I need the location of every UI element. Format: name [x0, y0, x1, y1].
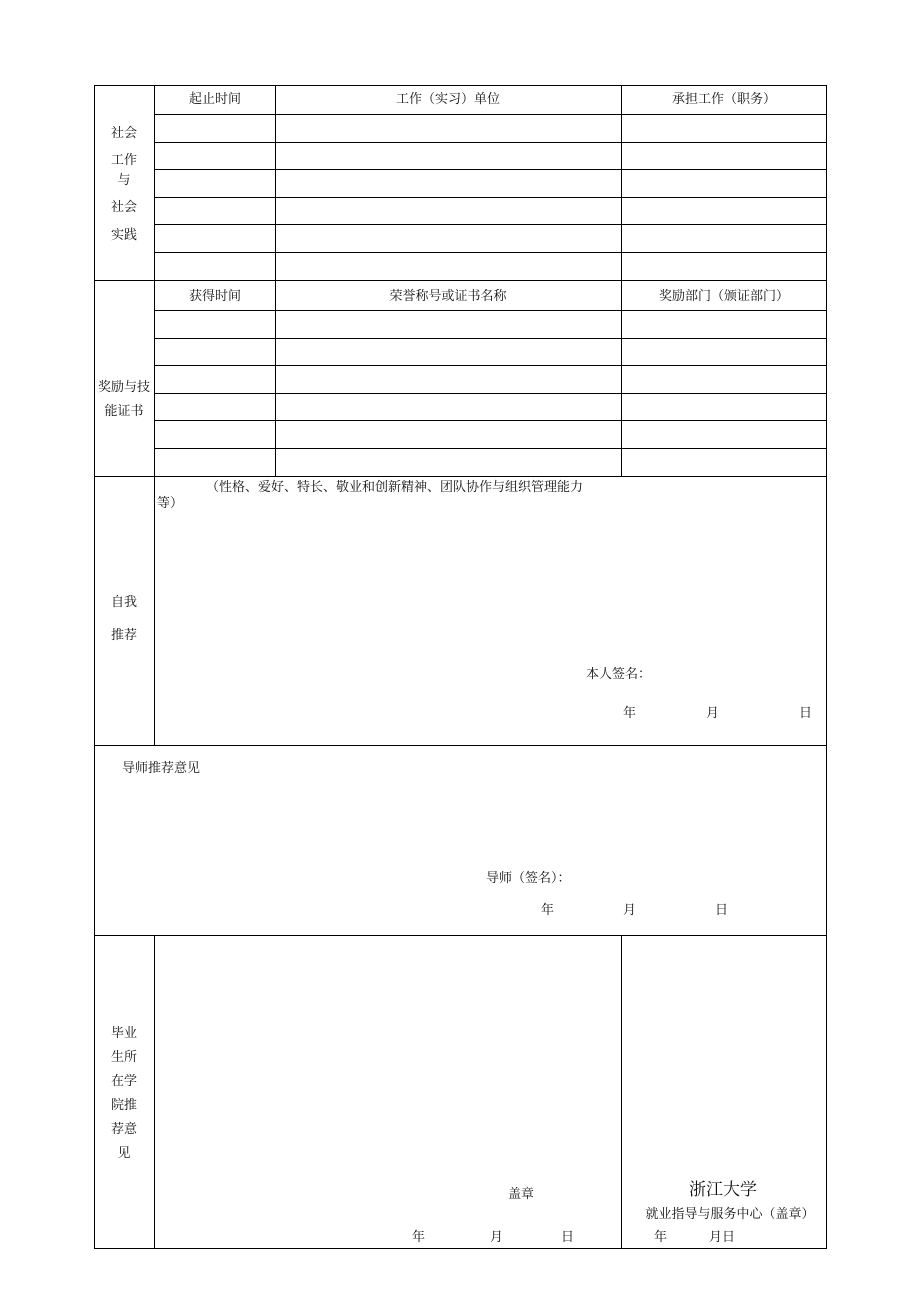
self-recommendation-label: 自我 — [110, 595, 138, 610]
section-divider — [94, 935, 827, 936]
tutor-recommendation-title: 导师推荐意见 — [122, 761, 201, 776]
career-center-stamp-label: 就业指导与服务中心（盖章） — [645, 1207, 815, 1222]
social-practice-label: 社会 — [110, 200, 138, 215]
tutor-date-day: 日 — [715, 903, 729, 918]
column-header-employer: 工作（实习）单位 — [395, 92, 501, 107]
social-practice-label: 与 — [117, 173, 131, 188]
college-date-day: 日 — [561, 1230, 575, 1245]
self-date-month: 月 — [706, 706, 720, 721]
column-header-award-date: 获得时间 — [188, 289, 242, 304]
label-column-divider — [154, 85, 155, 746]
college-date-year: 年 — [412, 1230, 426, 1245]
social-practice-label: 实践 — [110, 228, 138, 243]
table-right-border — [826, 85, 827, 1249]
section-divider — [94, 745, 827, 746]
social-practice-label: 社会 — [110, 126, 138, 141]
self-signature-label: 本人签名： — [586, 667, 652, 682]
row-divider — [154, 338, 827, 339]
college-recommendation-label: 院推 — [110, 1098, 138, 1113]
column-header-period: 起止时间 — [188, 92, 242, 107]
stamp-column-divider — [621, 935, 622, 1249]
section-divider — [94, 280, 827, 281]
row-divider — [154, 252, 827, 253]
row-divider — [154, 393, 827, 394]
social-practice-label: 工作 — [110, 153, 138, 168]
university-name: 浙江大学 — [689, 1180, 757, 1200]
center-date-monthday: 月日 — [709, 1230, 736, 1245]
row-divider — [154, 420, 827, 421]
table-top-border — [94, 85, 827, 86]
self-date-day: 日 — [799, 706, 813, 721]
college-recommendation-label: 荐意 — [110, 1122, 138, 1137]
self-recommendation-hint: （性格、爱好、特长、敬业和创新精神、团队协作与组织管理能力 — [206, 480, 584, 495]
self-recommendation-label: 推荐 — [110, 628, 138, 643]
self-recommendation-hint: 等） — [157, 496, 184, 511]
college-stamp-label: 盖章 — [508, 1187, 535, 1202]
section-divider — [94, 476, 827, 477]
column-header-award-name: 荣誉称号或证书名称 — [389, 289, 507, 304]
row-divider — [154, 169, 827, 170]
self-date-year: 年 — [623, 706, 637, 721]
tutor-date-year: 年 — [541, 903, 555, 918]
column-header-duties: 承担工作（职务） — [671, 92, 777, 107]
college-recommendation-label: 毕业 — [110, 1026, 138, 1041]
tutor-date-month: 月 — [623, 903, 637, 918]
awards-label: 能证书 — [104, 404, 144, 419]
row-divider — [154, 224, 827, 225]
row-divider — [154, 448, 827, 449]
college-date-month: 月 — [490, 1230, 504, 1245]
table-left-border — [94, 85, 95, 1249]
center-date-year: 年 — [654, 1230, 668, 1245]
row-divider — [154, 142, 827, 143]
tutor-signature-label: 导师（签名）： — [486, 871, 571, 886]
row-divider — [154, 365, 827, 366]
table-bottom-border — [94, 1248, 827, 1249]
row-divider — [154, 197, 827, 198]
college-recommendation-label: 见 — [117, 1146, 131, 1161]
college-recommendation-label: 生所 — [110, 1050, 138, 1065]
row-divider — [154, 310, 827, 311]
awards-label: 奖励与技 — [97, 380, 151, 395]
row-divider — [154, 114, 827, 115]
label-column-divider — [154, 935, 155, 1249]
column-header-issuer: 奖励部门（颁证部门） — [658, 289, 790, 304]
college-recommendation-label: 在学 — [110, 1074, 138, 1089]
